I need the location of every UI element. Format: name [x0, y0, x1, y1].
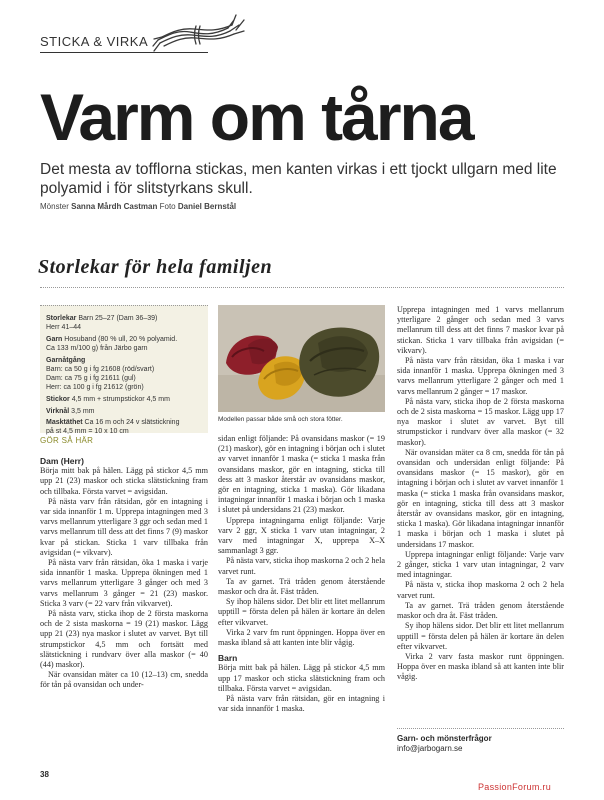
info-garnatgang-dam: Dam: ca 75 g i fg 21611 (gul) [46, 375, 136, 382]
paragraph: Börja mitt bak på hälen. Lägg på stickor 4,5 mm upp 21 (23) maskor och sticka slätstickning fram och tillbaka. Första varvet = avigsidan. [40, 466, 208, 496]
info-stickor: Stickor 4,5 mm + strumpstickor 4,5 mm [46, 396, 170, 403]
article-intro: Det mesta av tofflorna stickas, men kanten virkas i ett tjockt ullgarn med lite polyamid i för slitstyrkans skull. [40, 161, 557, 197]
howto-heading: GÖR SÅ HÄR [40, 436, 94, 445]
paragraph: Ta av garnet. Trä tråden genom återstående maskor och dra åt. Fäst tråden. [397, 600, 564, 621]
paragraph: När ovansidan mäter ca 8 cm, snedda för tån på ovansidan och undersidan enligt följande: På ovansidans maskor (= 15 maskor), gör en intagning i början och i slutet av varvet innanför 1 maska (= sticka 1 maska från ovansidans maskor, gör en intagning, sticka till dess att 3 maskor återstår av ovansidans maskor, gör en intagning, sticka 1 maska). Gör likadana intagningar innanför 1 maska i början och 1 maska i slutet på undersidans 17 maskor. [397, 447, 564, 549]
paragraph: Börja mitt bak på hälen. Lägg på stickor 4,5 mm upp 17 maskor och sticka slätstickning fram och tillbaka. Första varvet = avigsidan. [218, 663, 385, 693]
article-credits [40, 202, 236, 211]
info-masktathet-2: på st 4,5 mm = 10 x 10 cm [46, 428, 129, 435]
paragraph: På nästa varv från rätsidan, gör en intagning i var sida innanför 1 m. Upprepa intagningen med 3 varvs mellanrum ytterligare 3 ggr och sedan med 1 varvs mellanrum till dess att det finns 7 (9) maskor kvar på stickan. Sticka 1 varv tillbaka från avigsidan (= vikvarv). [40, 496, 208, 557]
info-garn: Garn Hosuband (80 % ull, 20 % polyamid. [46, 336, 178, 343]
info-garnatgang: Garnåtgång [46, 357, 86, 364]
photo-label: Foto [159, 202, 176, 211]
paragraph: På nästa varv från rätsidan, gör en intagning i var sida innanför 1 maska. [218, 694, 385, 714]
column-2 [218, 434, 385, 714]
contact-email: info@jarbogarn.se [397, 744, 463, 753]
paragraph: Upprepa intagningarna enligt följande: Varje varv 2 ggr, X sticka 1 varv utan intagningar, 2 varv med intagningar X, upprepa X–X sammanlagt 3 ggr. [218, 515, 385, 556]
paragraph: Virka 2 varv fasta maskor runt öppningen. Hoppa över en maska ibland så att kanten inte blir vågig. [397, 651, 564, 682]
section-label: STICKA & VIRKA [40, 34, 149, 49]
article-title: Varm om tårna [40, 80, 473, 154]
dam-herr-heading: Dam (Herr) [40, 456, 84, 466]
pattern-label: Mönster [40, 202, 69, 211]
paragraph: Ta av garnet. Trä tråden genom återstående maskor och dra åt. Fäst tråden. [218, 576, 385, 597]
column-3 [397, 305, 564, 683]
paragraph: Upprepa intagningen med 1 varvs mellanrum ytterligare 2 gånger och sedan med 3 varvs mellanrum till dess att det finns 7 maskor kvar på stickan. Sticka 1 varv tillbaka från avigsidan (= vikvarv). [397, 305, 564, 355]
page-number: 38 [40, 770, 49, 779]
info-garnatgang-barn: Barn: ca 50 g i fg 21608 (röd/svart) [46, 366, 155, 373]
info-virknal: Virknål 3,5 mm [46, 408, 95, 415]
photographer: Daniel Bernstål [177, 202, 237, 211]
pattern-author: Sanna Mårdh Castman [71, 202, 158, 211]
barn-heading: Barn [218, 653, 238, 664]
paragraph: På nästa varv från rätsidan, öka 1 maska i var sida innanför 1 maska. Upprepa ökningen med 3 varvs mellanrum ytterligare 2 gånger och med 1 varvs mellanrum 2 gånger = 17 maskor. [397, 356, 564, 396]
paragraph: På nästa varv från rätsidan, öka 1 maska i varje sida innanför 1 maska. Upprepa ökningen med 1 varvs mellanrum ytterligare 3 gånger och med 3 varvs mellanrum 3 gånger = 21 (23) maskor. Sticka 3 varv (= 22 varv från vikvarvet). [40, 558, 208, 608]
article-subtitle: Storlekar för hela familjen [38, 256, 273, 278]
paragraph: På nästa varv, sticka ihop de 2 första maskorna och de 2 sista maskorna = 15 maskor. Lägg upp 17 nya maskor i slutet av varvet. Byt till strumpstickor i rundvarv över alla maskor (= 32 maskor). [397, 396, 564, 447]
info-box [40, 305, 208, 433]
contact-title: Garn- och mönsterfrågor [397, 734, 492, 743]
subtitle-rule [40, 287, 564, 288]
photo-caption: Modellen passar både små och stora fötter. [218, 416, 343, 423]
contact-rule [397, 728, 564, 729]
paragraph: På nästa v, sticka ihop maskorna 2 och 2 hela varvet runt. [397, 580, 564, 600]
info-storlekar: Storlekar Barn 25–27 (Dam 36–39) [46, 315, 158, 322]
paragraph: sidan enligt följande: På ovansidans maskor (= 19 (21) maskor), gör en intagning i början och i slutet av varvet innanför 1 maska (= sticka 1 maska från ovansidans maskor, gör en intagning, sticka till dess att 3 maskor återstår av ovansidans maskor, gör en intagning, sticka 1 maska). Gör likadana intagningar innanför 1 maska i början och 1 maska i slutet på undersidans 21 (23) maskor. [218, 434, 385, 515]
info-garn-2: Ca 133 m/100 g) från Järbo garn [46, 345, 148, 352]
paragraph: Sy ihop hälens sidor. Det blir ett litet mellanrum upptill = första delen på hälen är kortare än delen efter vikvarvet. [218, 597, 385, 627]
paragraph: När ovansidan mäter ca 10 (12–13) cm, snedda för tån på ovansidan och under- [40, 670, 208, 690]
watermark: PassionForum.ru [478, 782, 552, 792]
paragraph: På nästa varv, sticka ihop maskorna 2 och 2 hela varvet runt. [218, 556, 385, 576]
slippers-photo [218, 305, 385, 412]
info-storlekar-2: Herr 41–44 [46, 324, 82, 331]
paragraph: Upprepa intagningar enligt följande: Varje varv 2 gånger, sticka 1 varv utan intagningar, 2 varv med intagningar. [397, 549, 564, 580]
info-garnatgang-herr: Herr: ca 100 g i fg 21612 (grön) [46, 384, 144, 391]
info-masktathet: Masktäthet Ca 16 m och 24 v slätstickning [46, 419, 180, 426]
paragraph: På nästa varv, sticka ihop de 2 första maskorna och de 2 sista maskorna = 19 (21) maskor. Lägg upp 21 (23) nya maskor i slutet av varvet. Byt till strumpstickor 4,5 mm och fortsätt med slätstickning i rundvarv över alla maskor (= 40 (44) maskor). [40, 609, 208, 670]
paragraph: Virka 2 varv fm runt öppningen. Hoppa över en maska ibland så att kanten inte blir vågig. [218, 627, 385, 648]
column-1 [40, 456, 208, 691]
yarn-skein-icon [150, 10, 250, 56]
paragraph: Sy ihop hälens sidor. Det blir ett litet mellanrum upptill = första delen på hälen är kortare än delen efter vikvarvet. [397, 621, 564, 651]
